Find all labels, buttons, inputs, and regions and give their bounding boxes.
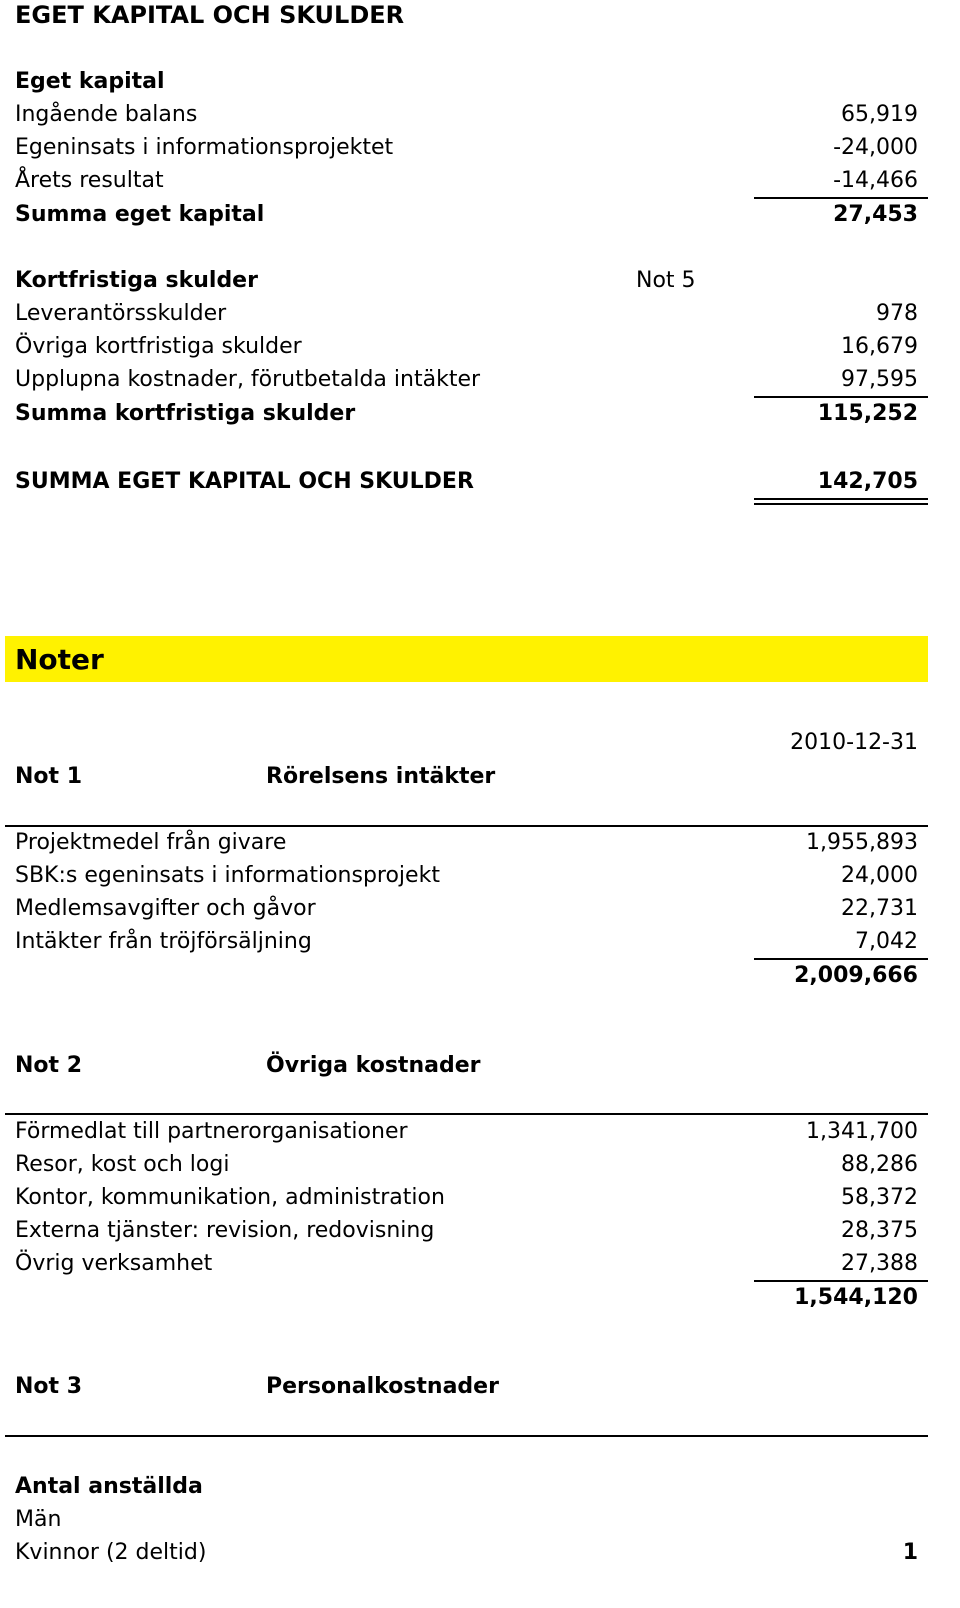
note3-title: Personalkostnader <box>266 1374 499 1399</box>
section-heading-kortfristiga: Kortfristiga skulder <box>15 268 258 293</box>
row-label: Resor, kost och logi <box>15 1152 230 1177</box>
row-label: Externa tjänster: revision, redovisning <box>15 1218 435 1243</box>
row-label: Leverantörsskulder <box>15 301 227 326</box>
row-label: Egeninsats i informationsprojektet <box>15 135 394 160</box>
subtotal-rule <box>754 958 928 960</box>
double-rule-bottom <box>754 503 928 505</box>
note-reference: Not 5 <box>636 268 696 293</box>
row-value: 1,955,893 <box>806 830 918 855</box>
row-label: Kontor, kommunikation, administration <box>15 1185 445 1210</box>
page-title: EGET KAPITAL OCH SKULDER <box>15 1 405 29</box>
note3-number: Not 3 <box>15 1374 83 1399</box>
row-value: 65,919 <box>841 102 918 127</box>
row-value: -24,000 <box>833 135 918 160</box>
row-value: 27,388 <box>841 1251 918 1276</box>
subtotal-rule <box>754 1280 928 1282</box>
row-label: Kvinnor (2 deltid) <box>15 1540 207 1565</box>
subtotal-rule <box>754 197 928 199</box>
note1-header-rule <box>5 825 928 827</box>
row-value: -14,466 <box>833 168 918 193</box>
row-label: Ingående balans <box>15 102 198 127</box>
row-label: Upplupna kostnader, förutbetalda intäkter <box>15 367 481 392</box>
row-value: 1,341,700 <box>806 1119 918 1144</box>
row-value: 16,679 <box>841 334 918 359</box>
note1-date: 2010-12-31 <box>790 730 918 755</box>
row-value: 1 <box>902 1540 918 1565</box>
row-value: 97,595 <box>841 367 918 392</box>
row-label: Årets resultat <box>15 168 164 193</box>
double-rule-top <box>754 498 928 500</box>
row-value: 58,372 <box>841 1185 918 1210</box>
row-label: Intäkter från tröjförsäljning <box>15 929 312 954</box>
total-value: 27,453 <box>833 202 918 227</box>
row-label: Män <box>15 1507 62 1532</box>
row-label: Projektmedel från givare <box>15 830 287 855</box>
notes-banner-title: Noter <box>15 643 104 676</box>
row-label: SBK:s egeninsats i informationsprojekt <box>15 863 440 888</box>
total-label: Summa kortfristiga skulder <box>15 401 356 426</box>
row-value: 978 <box>876 301 918 326</box>
total-label: Summa eget kapital <box>15 202 265 227</box>
row-value: 7,042 <box>855 929 918 954</box>
row-value: 28,375 <box>841 1218 918 1243</box>
subtotal-rule <box>754 396 928 398</box>
row-label: Förmedlat till partnerorganisationer <box>15 1119 408 1144</box>
note2-total: 1,544,120 <box>794 1285 918 1310</box>
row-label: Medlemsavgifter och gåvor <box>15 896 316 921</box>
note3-subheading: Antal anställda <box>15 1474 203 1499</box>
row-label: Övriga kortfristiga skulder <box>15 334 302 359</box>
section-heading-eget-kapital: Eget kapital <box>15 69 165 94</box>
row-value: 88,286 <box>841 1152 918 1177</box>
note1-total: 2,009,666 <box>794 963 918 988</box>
note1-number: Not 1 <box>15 764 83 789</box>
note1-title: Rörelsens intäkter <box>266 764 496 789</box>
note2-number: Not 2 <box>15 1053 83 1078</box>
grand-total-value: 142,705 <box>817 469 918 494</box>
row-value: 22,731 <box>841 896 918 921</box>
note3-header-rule <box>5 1435 928 1437</box>
row-label: Övrig verksamhet <box>15 1251 213 1276</box>
note2-header-rule <box>5 1113 928 1115</box>
row-value: 24,000 <box>841 863 918 888</box>
grand-total-label: SUMMA EGET KAPITAL OCH SKULDER <box>15 469 474 494</box>
note2-title: Övriga kostnader <box>266 1053 481 1078</box>
notes-banner <box>5 636 928 682</box>
total-value: 115,252 <box>817 401 918 426</box>
